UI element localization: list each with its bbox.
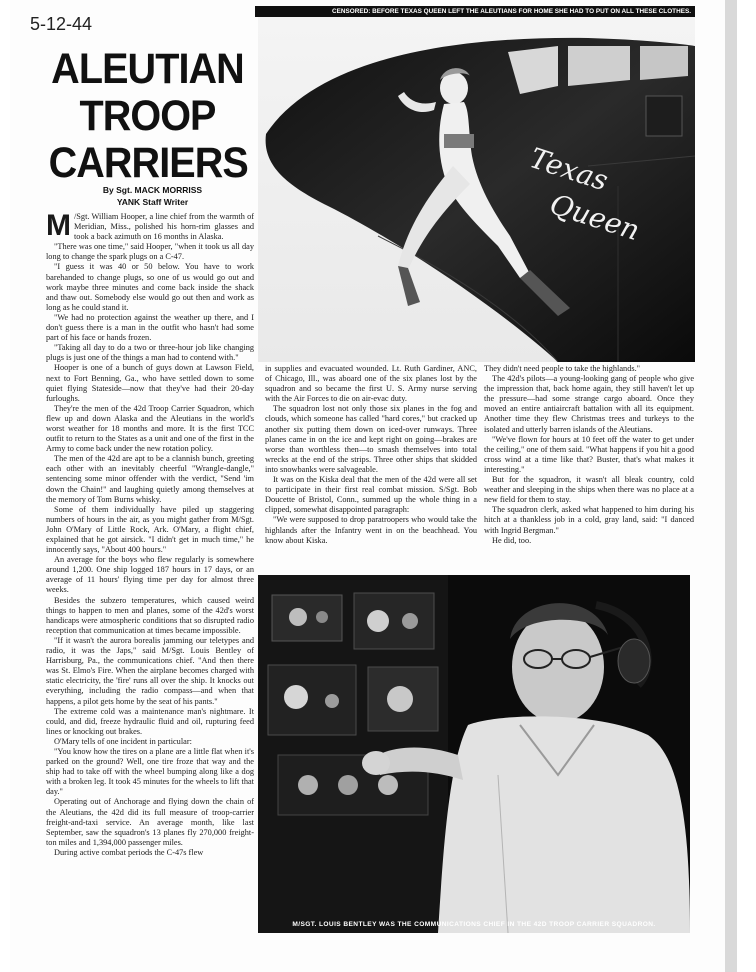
paragraph: "We were supposed to drop paratroopers who would take the highlands after the Infantry went in on the beachhead. You know about Kiska.: [265, 515, 477, 545]
paragraph: During active combat periods the C-47s flew: [54, 847, 204, 857]
paragraph: "We've flown for hours at 10 feet off the water to get under the ceiling," one of them said. "What happens if you hit a good cross wind at a time like that? Buster, that's what makes it interesting.": [484, 434, 694, 474]
paragraph: Besides the subzero temperatures, which caused weird things to happen to men and planes, some of the 42d's worst handicaps were atmospheric conditions that so disrupted radio reception that communication at times became impossible.: [46, 595, 254, 635]
paragraph: in supplies and evacuated wounded. Lt. Ruth Gardiner, ANC, of Chicago, Ill., was aboard one of the six planes lost by the squadron and so became the first U. S. Army nurse serving with the Air Forces to die on air-evac duty.: [265, 364, 477, 404]
byline-author: By Sgt. MACK MORRISS: [102, 185, 203, 195]
title-line: ALEUTIAN: [51, 45, 244, 93]
drop-cap: M: [46, 209, 71, 242]
title-line: TROOP: [79, 92, 216, 140]
nose-art-name-line-1: Texas: [525, 141, 613, 198]
byline-role: YANK Staff Writer: [116, 197, 189, 207]
paragraph: "I guess it was 40 or 50 below. You have to work barehanded to change plugs, so one of us would go out and work maybe three minutes and come back inside the shack and thaw out. Somebody else would go out then and work as long as he could stand it.: [46, 262, 254, 312]
top-photo-caption: CENSORED: BEFORE TEXAS QUEEN LEFT THE ALEUTIANS FOR HOME SHE HAD TO PUT ON ALL THESE CLOTHES.: [255, 6, 695, 17]
bottom-photo-caption: M/SGT. LOUIS BENTLEY WAS THE COMMUNICATIONS CHIEF IN THE 42D TROOP CARRIER SQUADRON.: [292, 921, 656, 928]
article-column-2: [265, 364, 477, 546]
page-edge-shadow: [725, 0, 737, 972]
paragraph: "There was one time," said Hooper, "when it took us all day long to change the spark plugs on a C-47.: [46, 242, 254, 262]
paragraph: They didn't need people to take the highlands.": [484, 364, 641, 373]
paragraph: The squadron lost not only those six planes in the fog and clouds, which someone has called "hard cores," but cracked up another six putting them down on iced-over runways. Three planes came in on the ice and kept right on going—brakes are worse than worthless then—to smash themselves into total wrecks at the end of the strips. Three other ships that skidded into snowbanks were salvageable.: [265, 404, 477, 474]
paragraph: The squadron clerk, asked what happened to him during his hitch at a thankless job in a cold, gray land, said: "I danced with Ingrid Bergman.": [484, 505, 694, 535]
title-line: CARRIERS: [48, 139, 248, 187]
paragraph: Operating out of Anchorage and flying down the chain of the Aleutians, the 42d did its full measure of troop-carrier freight-and-taxi service. An average month, like last September, saw the squadron's 13 planes fly 270,000 freight-ton miles and 1,394,000 passenger miles.: [46, 797, 254, 847]
article-column-3: [484, 364, 694, 546]
paragraph: O'Mary tells of one incident in particular:: [54, 736, 192, 746]
paragraph: They're the men of the 42d Troop Carrier Squadron, which flew up and down Alaska and the Aleutians in the world's worst weather for 18 months and more. It is the first TCC outfit to return to the States as a unit and one of the first in the Army to come back under the new rotation policy.: [46, 403, 254, 454]
article-column-1: [46, 209, 254, 858]
radio-operator-photo: [258, 575, 690, 933]
paragraph: "Taking all day to do a two or three-hour job like changing plugs is just one of the things a man had to contend with.": [46, 343, 254, 363]
plane-illustration: [258, 16, 695, 362]
date-stamp: 5-12-44: [30, 14, 93, 34]
paragraph: "If it wasn't the aurora borealis jamming our teletypes and radio, it was the Japs," said M/Sgt. Louis Bentley of Harrisburg, Pa., the communications chief. "And then there was St. Elmo's Fire. When the airplane becomes charged with static electricity, the 'fire' runs all over the ship. It knocks out everything, including the radio compass—and when that happens, a pilot gets home by the seat of his pants.": [46, 635, 254, 706]
paragraph: Some of them individually have piled up staggering numbers of hours in the air, as you might gather from M/Sgt. John O'Mary of Little Rock, Ark. O'Mary, a flight chief, explained that he got airsick. "I didn't get in much time," he innocently says, "About 400 hours.": [46, 504, 254, 555]
paragraph: [46, 209, 254, 242]
byline: [45, 184, 260, 208]
article-title: [49, 46, 247, 187]
paragraph: He did, too.: [492, 535, 532, 545]
radio-operator-illustration: [258, 575, 690, 933]
paragraph: It was on the Kiska deal that the men of the 42d were all set to participate in their first real combat mission. S/Sgt. Bob Doucette of Bristol, Conn., summed up the whole thing in a clipped, somewhat disappointed paragraph:: [265, 475, 477, 515]
paragraph: "You know how the tires on a plane are a little flat when it's parked on the ground? Well, one tire froze that way and the ship had to take off with the wheel bumping along like a dog with a broken leg. It took 45 minutes for the wheels to lift that day.": [46, 746, 254, 797]
paragraph: The 42d's pilots—a young-looking gang of people who give the impression that, back home again, they still haven't let up the pressure—had some strange cargo aboard. Once they moved an entire antiaircraft battalion with all its equipment. Another time they flew Christmas trees and turkeys to the isolated and utterly barren islands of the Aleutians.: [484, 374, 694, 434]
paragraph: The extreme cold was a maintenance man's nightmare. It could, and did, freeze hydraulic fluid and oil, rupturing feed lines or knocking out brakes.: [46, 706, 254, 736]
paragraph-text: /Sgt. William Hooper, a line chief from the warmth of Meridian, Miss., polished his horn-rim glasses and took a back azimuth on 16 months in Alaska.: [74, 212, 254, 242]
paragraph: But for the squadron, it wasn't all bleak country, cold weather and sleeping in the ships when there was no place at a new field for them to stay.: [484, 475, 694, 505]
paragraph: Hooper is one of a bunch of guys down at Lawson Field, next to Fort Benning, Ga., who have settled down to some quiet flying Stateside—now that they've had their 20-day furloughs.: [46, 363, 254, 403]
nose-art-name-line-2: Queen: [545, 187, 644, 248]
plane-nose-art-photo: [258, 16, 695, 362]
paragraph: The men of the 42d are apt to be a clannish bunch, greeting each other with an inevitably cheerful "Wrangle-dangle," sentencing some minor offender with the verdict, "Send 'im down the Chain!" and laughing quietly among themselves at the memory of Tom Burns whisky.: [46, 454, 254, 504]
paragraph: An average for the boys who flew regularly is somewhere around 1,200. One ship logged 187 hours in 17 days, or an average of 11 hours' flying time per day for almost three weeks.: [46, 555, 254, 595]
paragraph: "We had no protection against the weather up there, and I don't guess there is a man in the outfit who hasn't had some part of his face or hands frozen.: [46, 312, 254, 343]
